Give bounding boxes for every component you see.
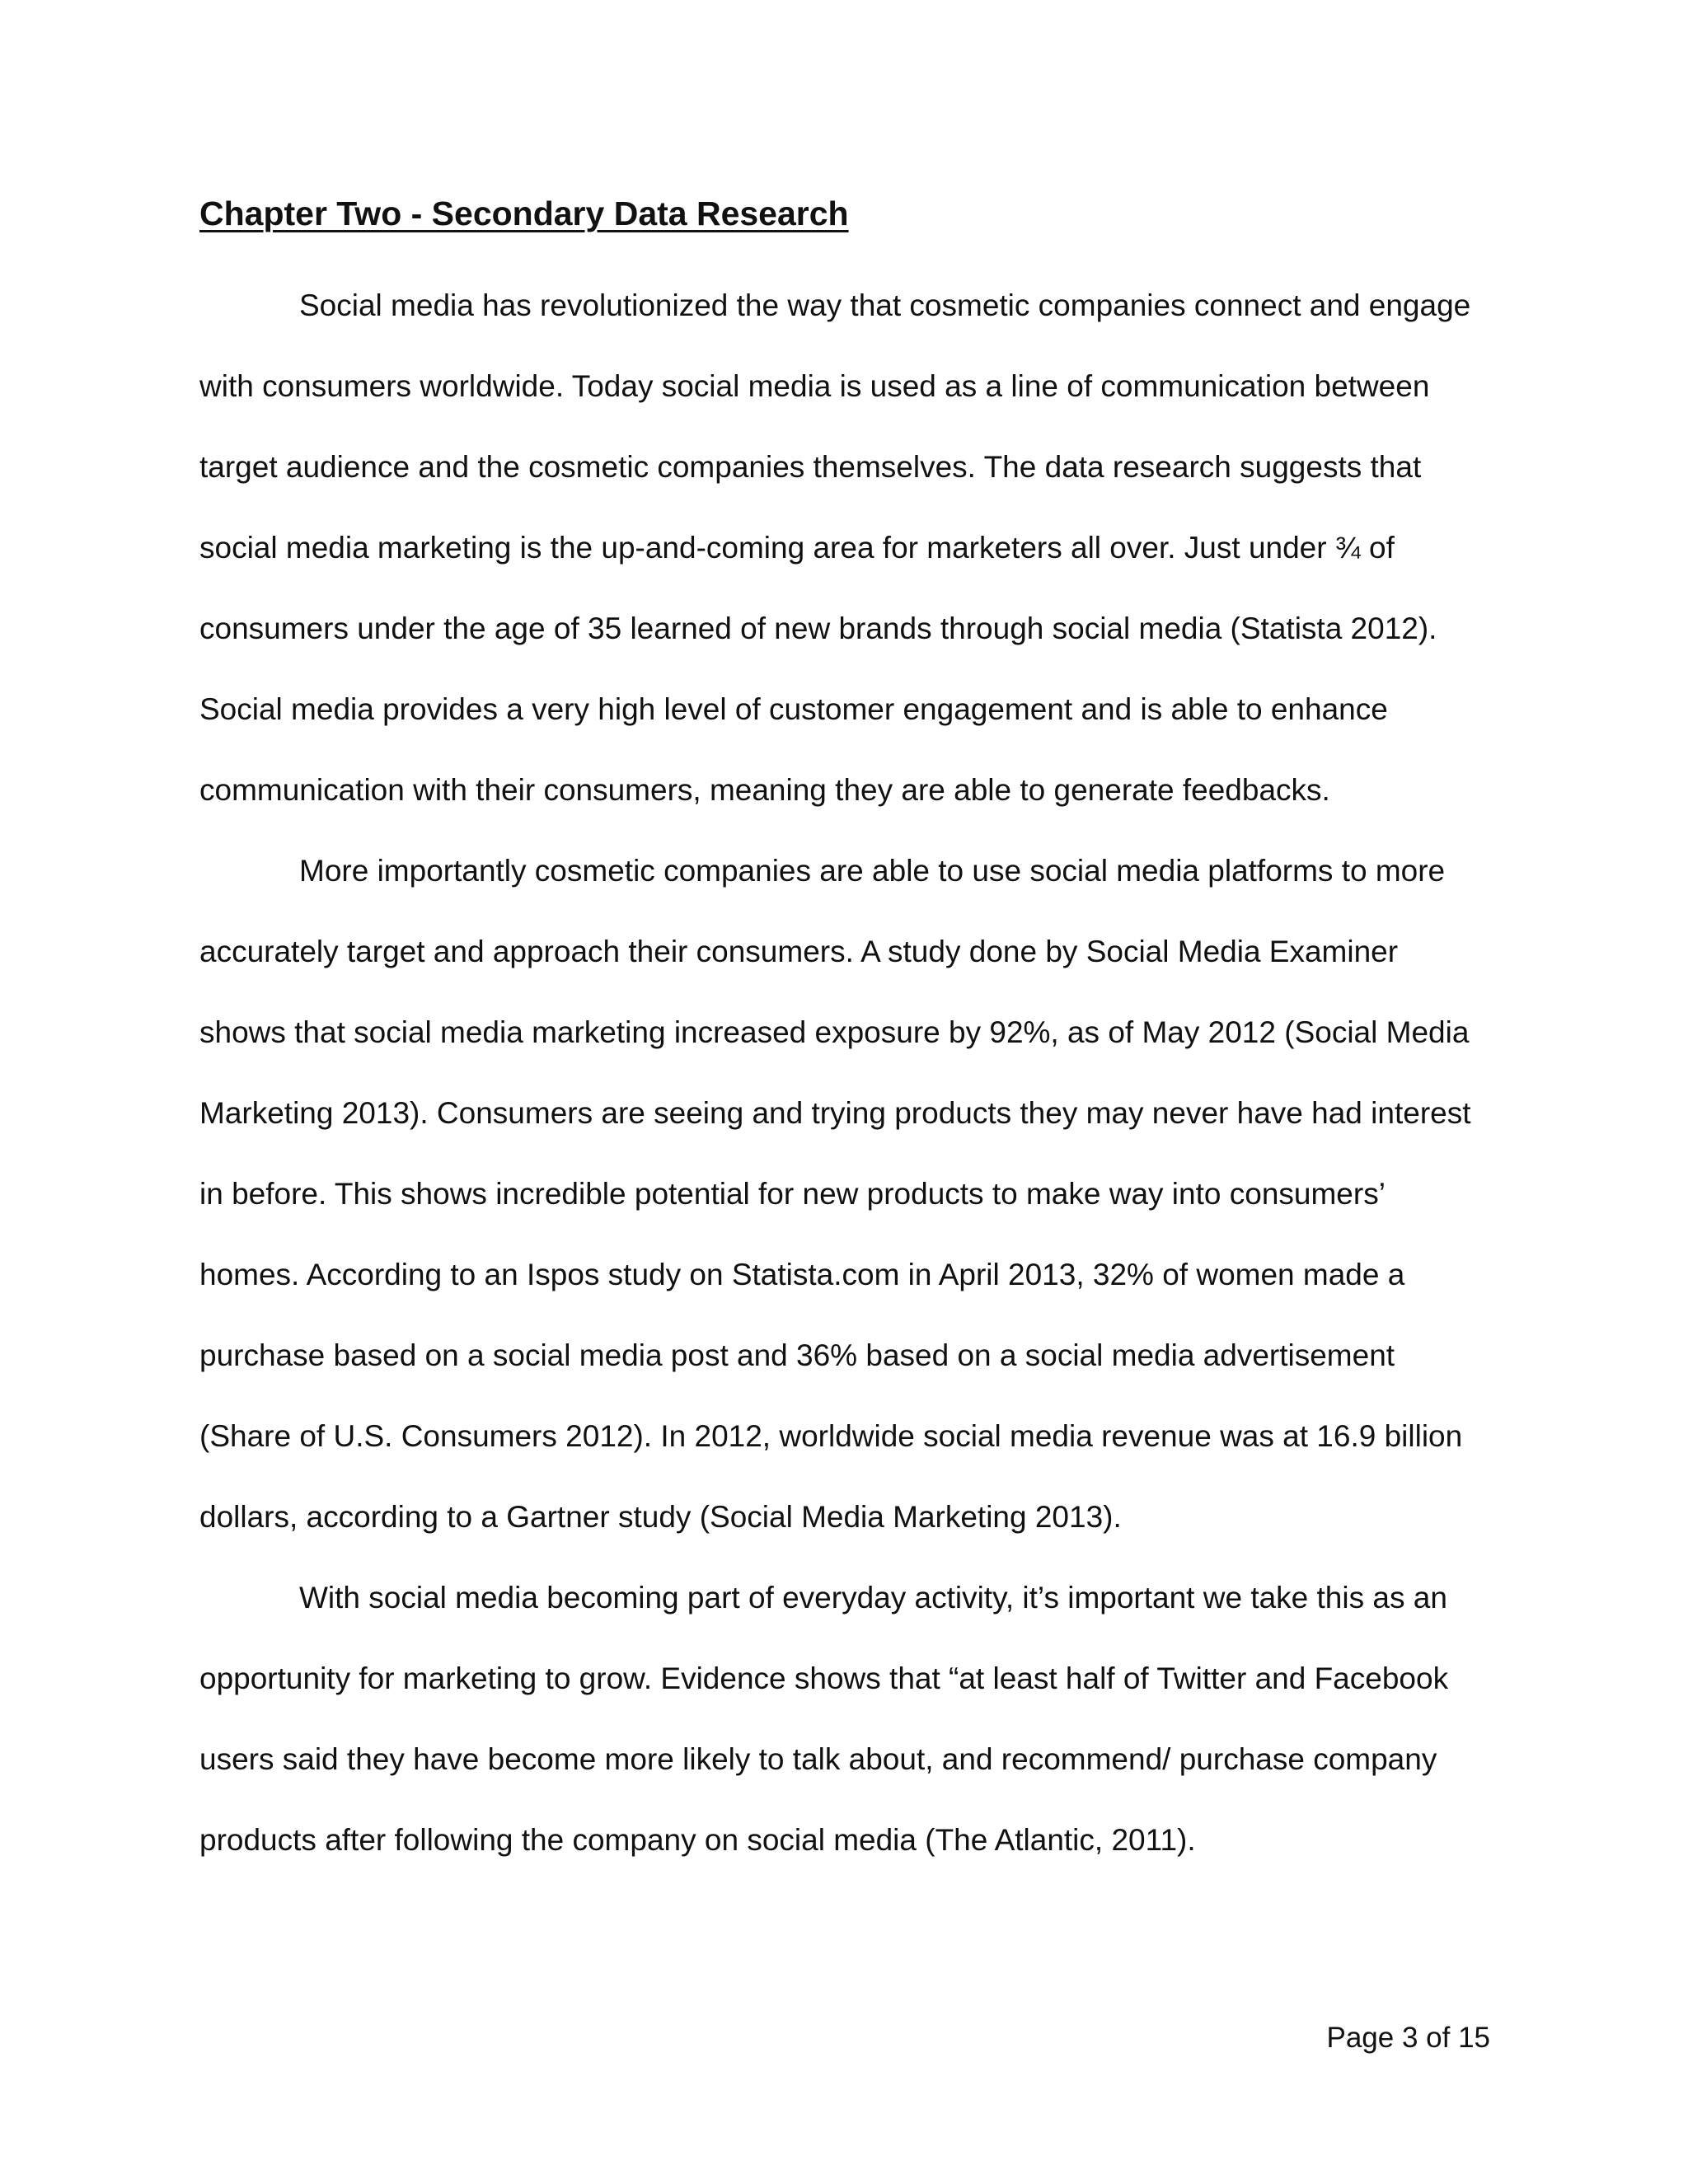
paragraph-1: Social media has revolutionized the way that cosmetic companies connect and engage with consumers worldwide. Today social media is used as a line of communication between target audience and the cosmetic companies themselves. The data research suggests that social media marketing is the up-and-coming area for marketers all over. Just under ¾ of consumers under the age of 35 learned of new brands through social media (Statista 2012). Social media provides a very high level of customer engagement and is able to enhance communication with their consumers, meaning they are able to generate feedbacks. — [199, 288, 1471, 808]
paragraph-2: More importantly cosmetic companies are able to use social media platforms to more accurately target and approach their consumers. A study done by Social Media Examiner shows that social media marketing increased exposure by 92%, as of May 2012 (Social Media Marketing 2013). Consumers are seeing and trying products they may never have had interest in before. This shows incredible potential for new products to make way into consumers’ homes. According to an Ispos study on Statista.com in April 2013, 32% of women made a purchase based on a social media post and 36% based on a social media advertisement (Share of U.S. Consumers 2012). In 2012, worldwide social media revenue was at 16.9 billion dollars, according to a Gartner study (Social Media Marketing 2013). — [199, 854, 1471, 1535]
chapter-title: Chapter Two - Secondary Data Research — [199, 194, 849, 232]
body-text — [199, 265, 1489, 1881]
paragraph-3: With social media becoming part of everyday activity, it’s important we take this as an opportunity for marketing to grow. Evidence shows that “at least half of Twitter and Facebook users said they have become more likely to talk about, and recommend/ purchase company products after following the company on social media (The Atlantic, 2011). — [199, 1581, 1449, 1858]
page-number: Page 3 of 15 — [1326, 2022, 1490, 2054]
page-content — [199, 194, 1489, 1881]
